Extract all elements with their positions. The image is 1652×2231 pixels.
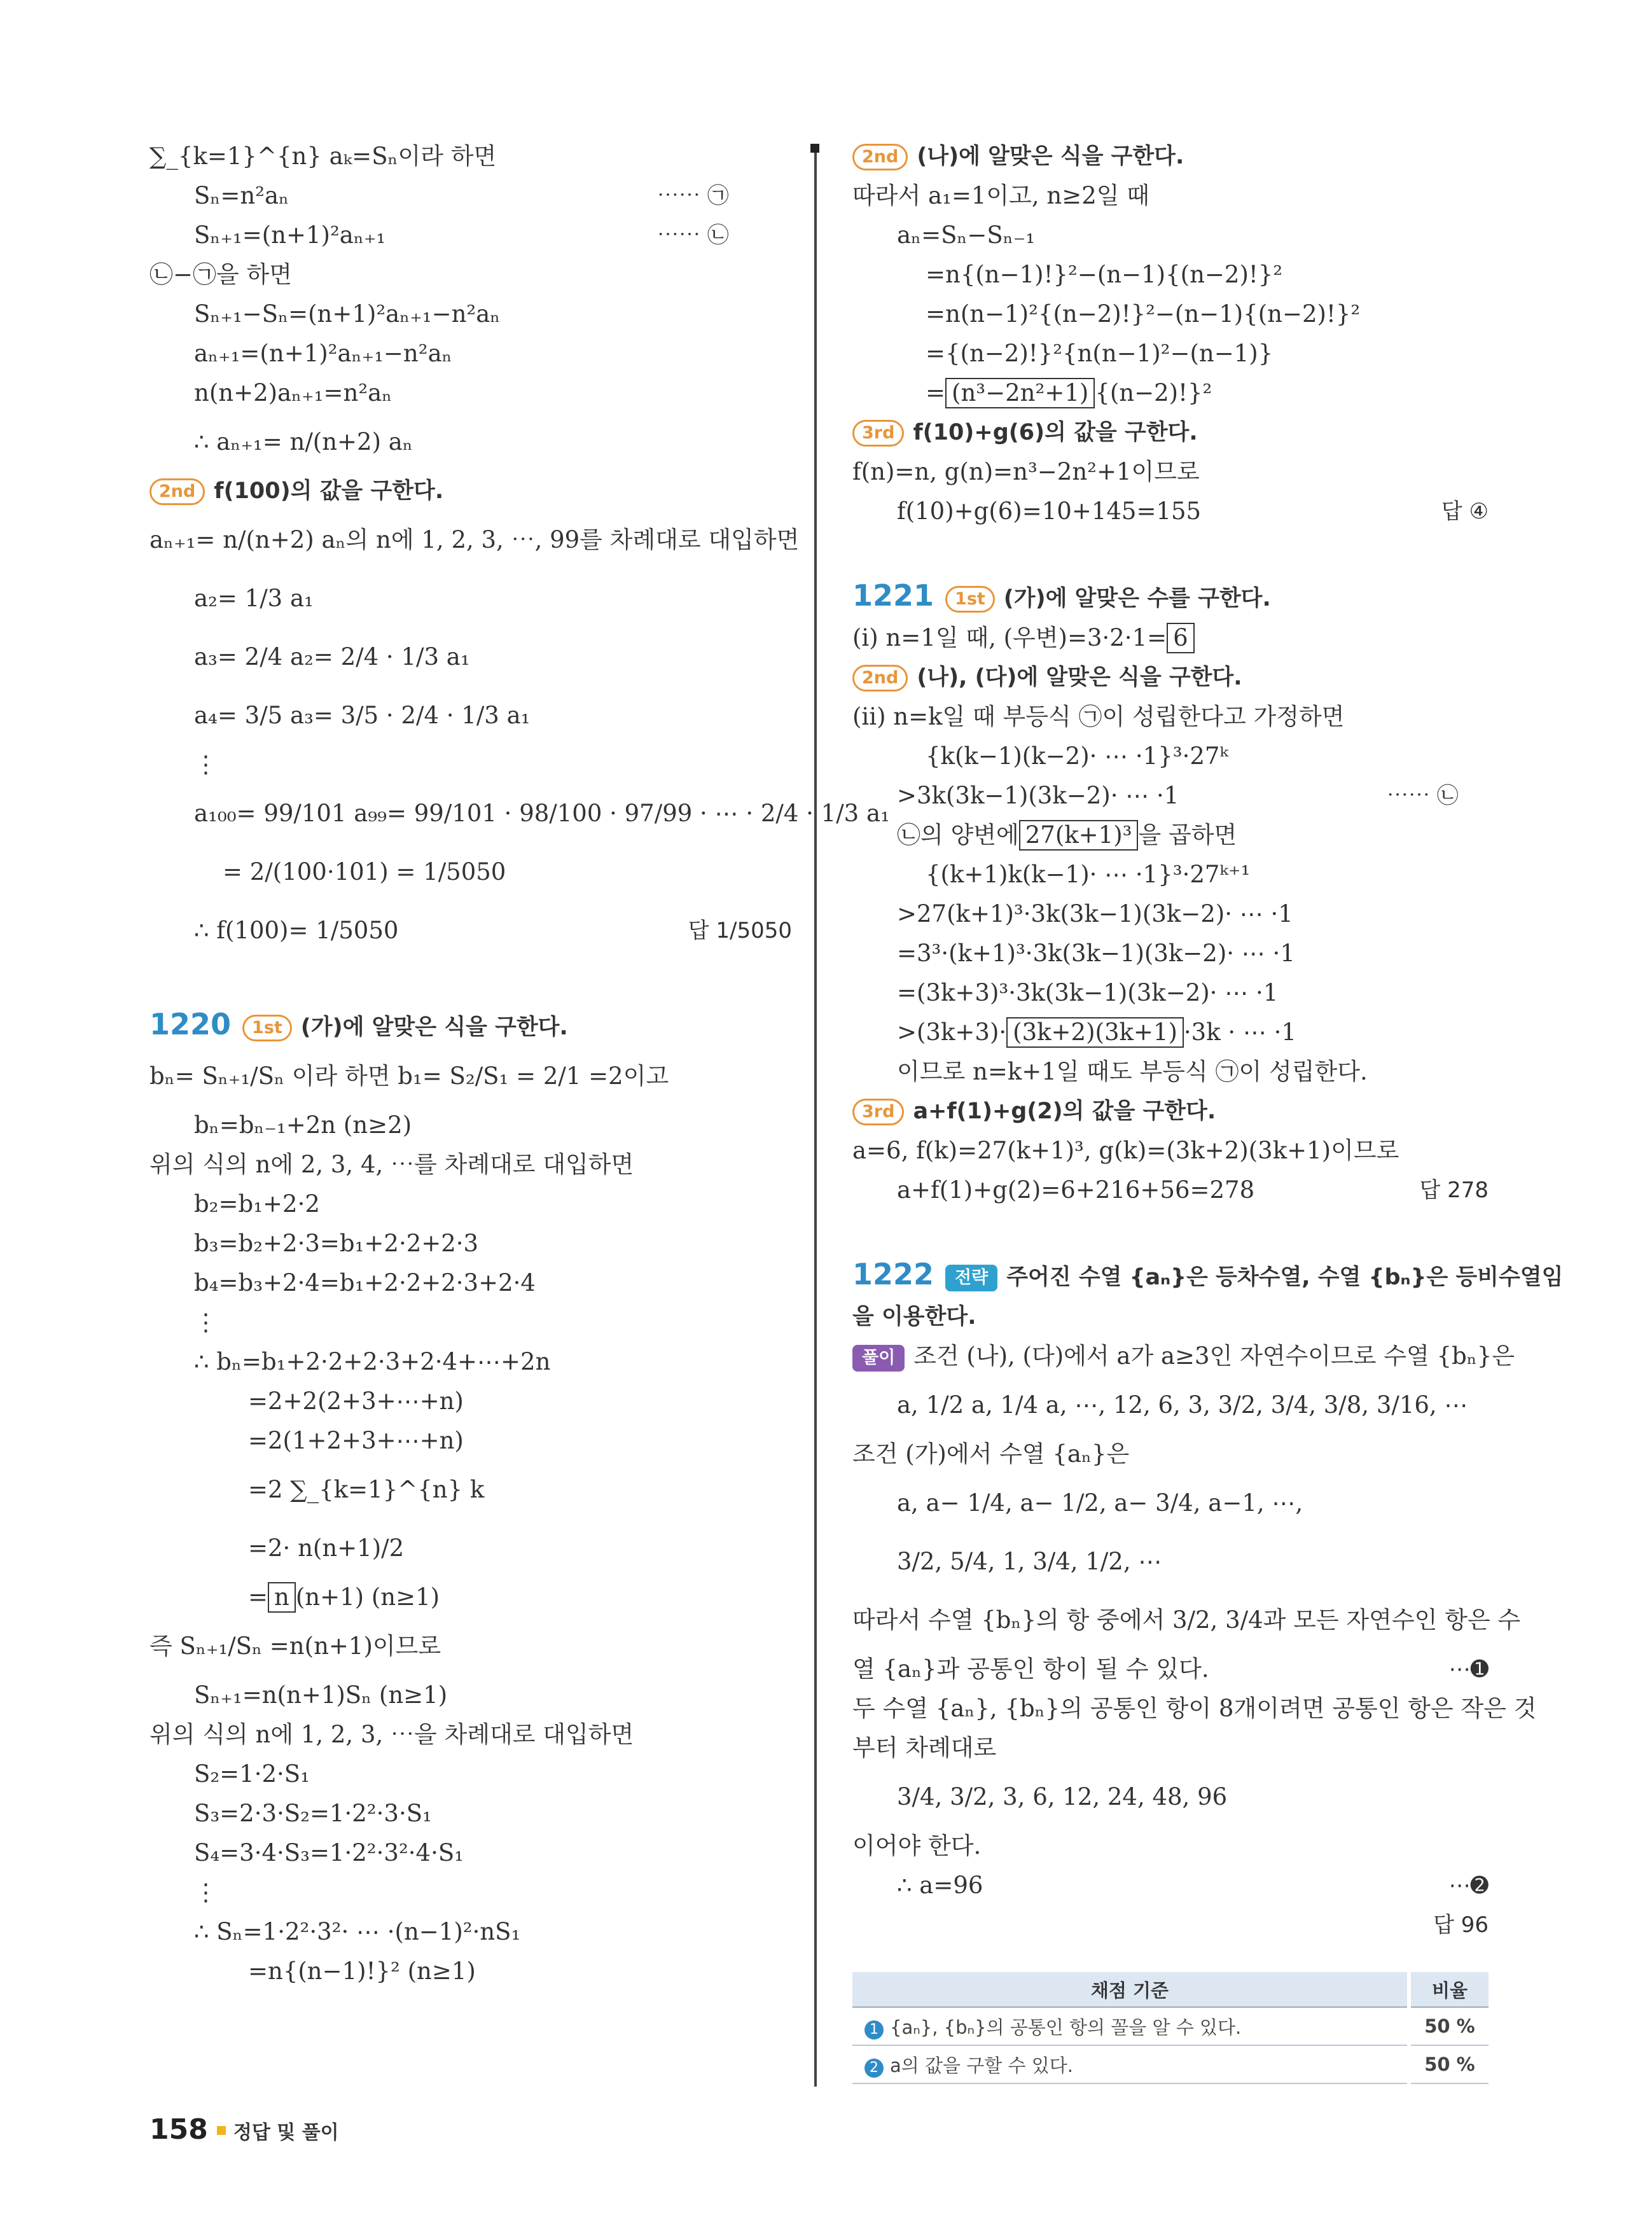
solution-line — [149, 1676, 792, 1715]
line-text: 3/4, 3/2, 3, 6, 12, 24, 48, 96 — [897, 1783, 1228, 1811]
solution-line — [852, 816, 1489, 855]
solution-line — [852, 492, 1489, 531]
line-text: a₄= 3/5 a₃= 3/5 · 2/4 · 1/3 a₁ — [194, 702, 531, 729]
solution-line — [852, 1768, 1489, 1826]
page-footer — [149, 2113, 339, 2146]
criteria-cell — [852, 2045, 1409, 2083]
solution-line — [149, 628, 792, 686]
line-text: (가)에 알맞은 수를 구한다. — [1003, 586, 1271, 611]
solution-line — [149, 1185, 792, 1224]
line-text: >27(k+1)³·3k(3k−1)(3k−2)· ⋯ ·1 — [897, 900, 1293, 928]
step-badge: 2nd — [852, 665, 908, 692]
line-text: (ii) n=k일 때 부등식 ㉠이 성립한다고 가정하면 — [852, 703, 1345, 730]
answer-mark: 답 1/5050 — [688, 918, 792, 943]
line-text: b₄=b₃+2·4=b₁+2·2+2·3+2·4 — [194, 1269, 536, 1296]
line-text: ∴ f(100)= 1/5050 — [194, 917, 399, 944]
solution-line — [852, 1171, 1489, 1210]
line-text: Sₙ₊₁=(n+1)²aₙ₊₁ — [194, 221, 386, 249]
solution-line — [149, 1912, 792, 1952]
line-text: =2(1+2+3+⋯+n) — [248, 1427, 464, 1454]
line-text: a=6, f(k)=27(k+1)³, g(k)=(3k+2)(3k+1)이므로 — [852, 1137, 1399, 1164]
solution-line — [852, 216, 1489, 255]
solution-line — [149, 569, 792, 628]
solution-line — [149, 1106, 792, 1145]
solution-line — [149, 1382, 792, 1421]
solution-line — [852, 576, 1489, 618]
answer-mark: 답 ④ — [1441, 499, 1489, 524]
line-text: =n{(n−1)!}² (n≥1) — [248, 1957, 476, 1985]
solution-line — [852, 894, 1489, 934]
line-text: 이어야 한다. — [852, 1832, 982, 1859]
solution-line — [149, 1224, 792, 1263]
solution-line — [149, 511, 800, 569]
solution-line — [852, 1689, 1537, 1728]
solution-line — [852, 1435, 1489, 1474]
solution-line — [852, 934, 1489, 973]
step-badge: 풀이 — [852, 1345, 905, 1372]
solution-line — [149, 1047, 792, 1106]
scoring-table-row — [852, 2045, 1489, 2083]
line-text: a+f(1)+g(2)=6+216+56=278 — [897, 1176, 1255, 1204]
answer-mark: ⋯➋ — [1448, 1873, 1489, 1898]
page-number: 158 — [149, 2113, 208, 2146]
line-text: {(n−2)!}² — [1095, 379, 1212, 407]
line-text: 두 수열 {aₙ}, {bₙ}의 공통인 항이 8개이려면 공통인 항은 작은 것 — [852, 1695, 1537, 1722]
step-badge: 2nd — [852, 144, 908, 170]
line-text: ∑_{k=1}^{n} aₖ=Sₙ이라 하면 — [149, 142, 497, 170]
line-text: (나), (다)에 알맞은 식을 구한다. — [917, 665, 1242, 690]
solution-line — [852, 737, 1489, 776]
line-text: ⋮ — [194, 1309, 218, 1336]
solution-line — [149, 295, 792, 334]
line-text: ㉡의 양변에 — [897, 821, 1019, 849]
criteria-header: 채점 기준 — [852, 1972, 1409, 2007]
scoring-table-row — [852, 2007, 1489, 2045]
line-text: S₂=1·2·S₁ — [194, 1760, 310, 1788]
solution-line — [149, 745, 792, 784]
column-divider — [814, 146, 817, 2087]
line-text: a, a− 1/4, a− 1/2, a− 3/4, a−1, ⋯, — [897, 1489, 1303, 1517]
rate-cell: 50 % — [1409, 2045, 1489, 2083]
answer-mark: 답 96 — [1433, 1912, 1489, 1938]
line-text: b₂=b₁+2·2 — [194, 1190, 320, 1218]
line-text: ⋮ — [194, 1879, 218, 1906]
answer-box: 6 — [1167, 623, 1195, 653]
solution-line — [149, 1342, 792, 1382]
solution-line — [852, 1092, 1489, 1131]
line-text: Sₙ=n²aₙ — [194, 182, 289, 209]
answer-mark: ⋯➊ — [1448, 1657, 1489, 1682]
scoring-table-header — [852, 1972, 1489, 2007]
section-gap — [149, 960, 792, 1004]
solution-line — [852, 1533, 1489, 1591]
line-text: f(100)의 값을 구한다. — [214, 478, 444, 504]
section-gap — [852, 1210, 1489, 1255]
rate-header: 비율 — [1409, 1972, 1489, 2007]
line-text: = 2/(100·101) = 1/5050 — [223, 858, 506, 886]
line-text: aₙ₊₁= n/(n+2) aₙ의 n에 1, 2, 3, ⋯, 99를 차례대로 대입하면 — [149, 526, 800, 553]
line-text: a₁₀₀= 99/101 a₉₉= 99/101 · 98/100 · 97/99 · ⋯ · 2/4 · 1/3 a₁ — [194, 800, 890, 827]
line-text-after: ·3k · ⋯ ·1 — [1183, 1018, 1296, 1046]
solution-line — [149, 784, 890, 843]
solution-line — [852, 1131, 1489, 1171]
solution-line — [852, 373, 1489, 413]
line-text: =n(n−1)²{(n−2)!}²−(n−1){(n−2)!}² — [926, 300, 1361, 328]
problem-number: 1221 — [852, 578, 934, 613]
answer-box: n — [268, 1582, 296, 1613]
solution-line — [149, 1461, 792, 1519]
solution-line — [149, 1755, 792, 1794]
line-text: ∴ a=96 — [897, 1872, 983, 1899]
step-badge: 2nd — [149, 478, 205, 505]
right-column — [852, 137, 1564, 1938]
scoring-table — [852, 1972, 1489, 2084]
solution-line — [149, 1421, 792, 1461]
line-text: 3/2, 5/4, 1, 3/4, 1/2, ⋯ — [897, 1548, 1162, 1575]
line-text-after: 을 곱하면 — [1138, 821, 1237, 849]
line-text: >3k(3k−1)(3k−2)· ⋯ ·1 — [897, 782, 1179, 809]
line-text: Sₙ₊₁−Sₙ=(n+1)²aₙ₊₁−n²aₙ — [194, 300, 501, 328]
step-badge: 3rd — [852, 420, 904, 447]
criteria-text: a의 값을 구할 수 있다. — [890, 2054, 1073, 2076]
line-text: 따라서 a₁=1이고, n≥2일 때 — [852, 182, 1150, 209]
line-text: f(10)+g(6)의 값을 구한다. — [913, 420, 1198, 445]
line-text: (나)에 알맞은 식을 구한다. — [917, 144, 1184, 169]
solution-line — [149, 216, 792, 255]
solution-line — [149, 137, 792, 176]
solution-line — [149, 1578, 792, 1617]
solution-line — [852, 855, 1489, 894]
criteria-text: {aₙ}, {bₙ}의 공통인 항의 꼴을 알 수 있다. — [890, 2016, 1242, 2038]
solution-line — [852, 1591, 1521, 1650]
step-badge: 1st — [945, 586, 995, 613]
line-text: n(n+2)aₙ₊₁=n²aₙ — [194, 379, 392, 407]
line-text: 조건 (나), (다)에서 a가 a≥3인 자연수이므로 수열 {bₙ}은 — [913, 1342, 1515, 1370]
line-text: S₄=3·4·S₃=1·2²·3²·4·S₁ — [194, 1839, 464, 1866]
solution-line — [852, 452, 1489, 492]
line-text: 이므로 n=k+1일 때도 부등식 ㉠이 성립한다. — [897, 1058, 1368, 1085]
solution-line — [852, 1052, 1489, 1092]
step-badge: 3rd — [852, 1099, 904, 1125]
solution-line — [149, 1004, 792, 1047]
line-text: 부터 차례대로 — [852, 1734, 997, 1762]
line-text: 을 이용한다. — [852, 1304, 976, 1330]
answer-mark: 답 278 — [1419, 1178, 1489, 1203]
solution-line — [149, 334, 792, 373]
solution-line — [149, 686, 792, 745]
solution-line — [852, 1474, 1489, 1533]
solution-line — [852, 1866, 1489, 1905]
math-prefix: = — [248, 1583, 268, 1611]
line-text: (i) n=1일 때, (우변)=3·2·1= — [852, 624, 1167, 651]
solution-line — [149, 901, 792, 960]
column-divider-cap — [810, 144, 819, 153]
line-text: =2+2(2+3+⋯+n) — [248, 1387, 464, 1415]
criteria-cell — [852, 2007, 1409, 2045]
line-text: (가)에 알맞은 식을 구한다. — [300, 1015, 568, 1040]
solution-line — [852, 334, 1489, 373]
answer-box: 27(k+1)³ — [1019, 820, 1139, 851]
line-text: bₙ= Sₙ₊₁/Sₙ 이라 하면 b₁= S₂/S₁ = 2/1 =2이고 — [149, 1062, 669, 1090]
solution-line — [852, 1728, 1489, 1768]
solution-line — [852, 1337, 1515, 1376]
line-text: aₙ₊₁=(n+1)²aₙ₊₁−n²aₙ — [194, 340, 452, 367]
line-text: f(10)+g(6)=10+145=155 — [897, 497, 1202, 525]
solution-line — [149, 373, 792, 413]
line-text: a, 1/2 a, 1/4 a, ⋯, 12, 6, 3, 3/2, 3/4, 3/8, 3/16, ⋯ — [897, 1391, 1468, 1419]
line-text: =2 ∑_{k=1}^{n} k — [248, 1476, 485, 1503]
line-text: Sₙ₊₁=n(n+1)Sₙ (n≥1) — [194, 1681, 448, 1709]
equation-marker: ⋯⋯ ㉡ — [1387, 783, 1459, 809]
solution-line — [149, 1519, 792, 1578]
line-text: aₙ=Sₙ−Sₙ₋₁ — [897, 221, 1036, 249]
line-text: =2· n(n+1)/2 — [248, 1534, 405, 1562]
solution-line — [852, 1013, 1489, 1052]
footer-title: 정답 및 풀이 — [233, 2122, 339, 2144]
solution-line — [852, 973, 1489, 1013]
solution-line — [852, 776, 1489, 816]
line-text: bₙ=bₙ₋₁+2n (n≥2) — [194, 1111, 412, 1139]
solution-line — [852, 176, 1489, 216]
math-prefix: = — [926, 379, 946, 407]
solution-line — [852, 1826, 1489, 1866]
solution-line — [852, 618, 1489, 658]
solution-line — [852, 697, 1489, 737]
line-text: f(n)=n, g(n)=n³−2n²+1이므로 — [852, 458, 1200, 485]
line-text: ㉡−㉠을 하면 — [149, 261, 292, 288]
line-text: 위의 식의 n에 2, 3, 4, ⋯를 차례대로 대입하면 — [149, 1151, 634, 1178]
problem-number: 1222 — [852, 1257, 934, 1291]
solution-line — [149, 1715, 792, 1755]
solution-line — [149, 471, 792, 511]
step-number-icon: 2 — [864, 2059, 884, 2078]
solution-line — [149, 1952, 792, 1991]
line-text: =(3k+3)³·3k(3k−1)(3k−2)· ⋯ ·1 — [897, 979, 1279, 1006]
solution-line — [149, 1833, 792, 1873]
solution-line — [852, 295, 1489, 334]
step-badge: 1st — [242, 1015, 292, 1041]
line-text: a₂= 1/3 a₁ — [194, 585, 314, 612]
line-text: ={(n−2)!}²{n(n−1)²−(n−1)} — [926, 340, 1274, 367]
solution-line — [149, 176, 792, 216]
line-text: (n+1) (n≥1) — [295, 1583, 440, 1611]
solution-line — [149, 413, 792, 471]
line-text: b₃=b₂+2·3=b₁+2·2+2·3 — [194, 1230, 479, 1257]
problem-number: 1220 — [149, 1007, 232, 1041]
line-text: =3³·(k+1)³·3k(3k−1)(3k−2)· ⋯ ·1 — [897, 940, 1295, 967]
line-text: 위의 식의 n에 1, 2, 3, ⋯을 차례대로 대입하면 — [149, 1721, 634, 1748]
answer-box: (n³−2n²+1) — [945, 378, 1095, 408]
solution-line — [149, 843, 792, 901]
solution-line — [852, 1297, 1489, 1337]
line-text: ⋮ — [194, 751, 218, 778]
line-text: 주어진 수열 {aₙ}은 등차수열, 수열 {bₙ}은 등비수열임 — [1006, 1265, 1564, 1290]
solution-line — [852, 255, 1489, 295]
solution-line — [852, 137, 1489, 176]
line-text: ∴ bₙ=b₁+2·2+2·3+2·4+⋯+2n — [194, 1348, 551, 1375]
solution-line — [149, 1794, 792, 1833]
solution-line — [149, 1617, 792, 1676]
line-text: >(3k+3)· — [897, 1018, 1007, 1046]
solution-line — [149, 1873, 792, 1912]
line-text: a₃= 2/4 a₂= 2/4 · 1/3 a₁ — [194, 643, 470, 671]
line-text: a+f(1)+g(2)의 값을 구한다. — [913, 1099, 1216, 1124]
line-text: {(k+1)k(k−1)· ⋯ ·1}³·27ᵏ⁺¹ — [926, 861, 1251, 888]
line-text: 조건 (가)에서 수열 {aₙ}은 — [852, 1440, 1130, 1468]
solution-line — [149, 1145, 792, 1185]
line-text: 따라서 수열 {bₙ}의 항 중에서 3/2, 3/4과 모든 자연수인 항은 수 — [852, 1606, 1521, 1634]
solution-line — [149, 1303, 792, 1342]
equation-marker: ⋯⋯ ㉡ — [657, 223, 729, 248]
line-text: 열 {aₙ}과 공통인 항이 될 수 있다. — [852, 1655, 1209, 1683]
section-gap — [852, 531, 1489, 576]
line-text: ∴ Sₙ=1·2²·3²· ⋯ ·(n−1)²·nS₁ — [194, 1918, 521, 1945]
line-text: {k(k−1)(k−2)· ⋯ ·1}³·27ᵏ — [926, 742, 1228, 770]
line-text: =n{(n−1)!}²−(n−1){(n−2)!}² — [926, 261, 1283, 288]
answer-box: (3k+2)(3k+1) — [1006, 1017, 1184, 1048]
solution-line — [852, 1255, 1564, 1297]
footer-square-icon — [217, 2126, 226, 2135]
line-text: 즉 Sₙ₊₁/Sₙ =n(n+1)이므로 — [149, 1632, 441, 1660]
equation-marker: ⋯⋯ ㉠ — [657, 183, 729, 209]
step-number-icon: 1 — [864, 2020, 884, 2040]
solution-line — [852, 658, 1489, 697]
rate-cell: 50 % — [1409, 2007, 1489, 2045]
solution-line — [149, 1263, 792, 1303]
line-text: S₃=2·3·S₂=1·2²·3·S₁ — [194, 1800, 432, 1827]
line-text: ∴ aₙ₊₁= n/(n+2) aₙ — [194, 428, 413, 455]
solution-line — [852, 413, 1489, 452]
solution-line — [149, 255, 792, 295]
solution-line — [852, 1650, 1489, 1689]
solution-line — [852, 1376, 1489, 1435]
step-badge: 전략 — [945, 1265, 997, 1291]
